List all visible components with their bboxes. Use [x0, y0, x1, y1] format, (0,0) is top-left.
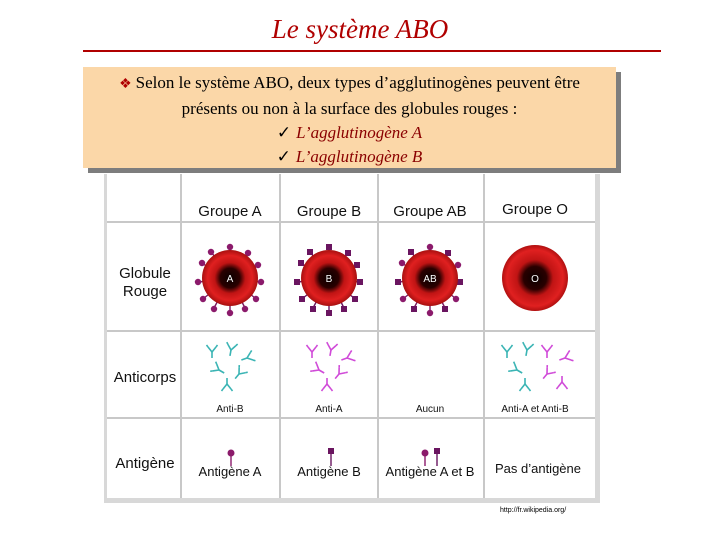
agglutinogen-a-label: L’agglutinogène A	[296, 123, 423, 142]
antigen-label-a-et-b: Antigène A et B	[385, 464, 475, 479]
cell-letter-b: B	[325, 274, 333, 285]
row-label-antigene: Antigène	[115, 455, 175, 472]
antibody-anti-a-and-b-graphic	[502, 342, 574, 391]
intro-line-2: présents ou non à la surface des globules rouges :	[181, 99, 518, 118]
antibody-anti-a-graphic	[307, 342, 356, 391]
cell-letter-a: A	[226, 274, 234, 285]
cell-groupe-a	[195, 244, 264, 316]
intro-text-1: Selon le système ABO, deux types d’agglutinogènes peuvent être	[135, 73, 580, 92]
source-credit: http://fr.wikipedia.org/	[500, 507, 567, 514]
cell-letter-o: O	[531, 274, 539, 285]
table-grid	[107, 174, 595, 498]
cell-groupe-ab	[395, 244, 463, 316]
abo-table-graphic	[107, 174, 595, 498]
antigen-label-a: Antigène A	[198, 464, 262, 479]
row-label-globule: Globule	[119, 265, 171, 282]
antibody-label-aucun: Aucun	[415, 404, 445, 415]
title-underline	[83, 50, 661, 52]
check-mark-icon: ✓	[276, 147, 291, 166]
intro-line-1	[83, 71, 616, 97]
agglutinogen-b-item	[83, 145, 616, 169]
antibody-label-anti-a: Anti-A	[315, 404, 343, 415]
agglutinogen-a-item	[83, 121, 616, 145]
abo-table-frame	[104, 174, 600, 503]
header-groupe-o: Groupe O	[502, 201, 568, 218]
antibody-anti-b-graphic	[207, 342, 256, 391]
row-label-anticorps: Anticorps	[113, 369, 177, 386]
row-label-rouge: Rouge	[122, 283, 168, 300]
cell-letter-ab: AB	[423, 274, 437, 285]
check-mark-icon: ✓	[276, 123, 292, 142]
antigen-label-none: Pas d’antigène	[494, 461, 582, 476]
slide-title: Le système ABO	[271, 14, 449, 44]
cell-groupe-o	[502, 245, 568, 311]
intro-callout	[83, 67, 616, 168]
cell-groupe-b	[294, 244, 363, 316]
header-groupe-ab: Groupe AB	[393, 203, 467, 220]
abo-table	[107, 174, 595, 498]
antigen-label-b: Antigène B	[297, 464, 361, 479]
header-groupe-b: Groupe B	[296, 203, 362, 220]
agglutinogen-b-label: L’agglutinogène B	[295, 147, 423, 166]
header-groupe-a: Groupe A	[198, 203, 262, 220]
antibody-label-anti-a-et-anti-b: Anti-A et Anti-B	[501, 404, 569, 415]
antibody-label-anti-b: Anti-B	[216, 404, 244, 415]
diamond-bullet-icon: ❖	[119, 77, 132, 92]
